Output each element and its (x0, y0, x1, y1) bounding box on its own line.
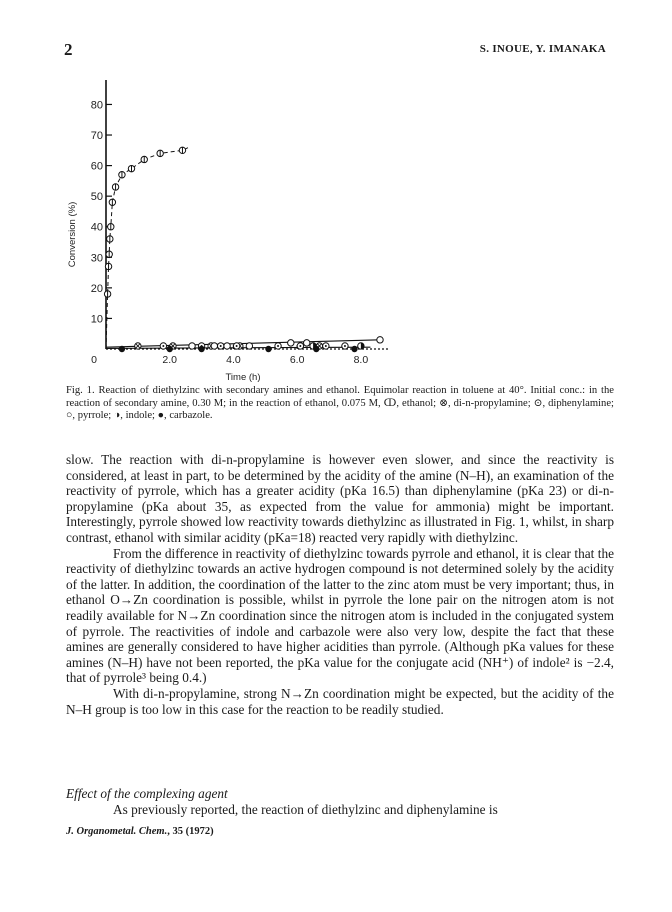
diphenylamine-point-center (162, 345, 164, 347)
y-tick-label: 80 (90, 99, 103, 112)
ethanol-point (157, 150, 163, 156)
ethanol-point (141, 156, 147, 162)
diphenylamine-point (275, 343, 281, 349)
y-tick-label: 70 (90, 130, 103, 143)
carbazole-point (265, 346, 271, 352)
diphenylamine-point (217, 343, 223, 349)
ethanol-point (105, 263, 111, 269)
pyrrole-point (304, 340, 310, 346)
y-tick-label: 10 (90, 313, 103, 326)
carbazole-point-dot (198, 346, 204, 352)
diphenylamine-point (160, 343, 166, 349)
carbazole-point-dot (119, 346, 125, 352)
ethanol-point (104, 291, 110, 297)
di-n-propylamine-point (135, 343, 141, 349)
journal-footer (66, 826, 214, 837)
y-tick-label: 40 (90, 221, 103, 234)
diphenylamine-point-center (236, 345, 238, 347)
y-tick-label: 30 (90, 252, 103, 265)
pyrrole-point-ring (304, 340, 310, 346)
pyrrole-point-ring (211, 343, 217, 349)
ethanol-point (128, 165, 134, 171)
paragraph-2: From the difference in reactivity of diethylzinc towards pyrrole and ethanol, it is clear that the reactivity of diethylzinc towards an active hydrogen compound is not determined solely by the acidity of the latter. In addition, the coordination of the latter to the zinc atom must be very important; thus, in ethanol O→Zn coordination is possible, whilst in pyrrole the lone pair on the nitrogen atom is not readily available for N→Zn coordination since the nitrogen atom is included in the conjugated system of pyrrole. The reactivities of indole and carbazole were also very low, despite the fact that these amines are generally considered to have higher acidities than pyrrole. (Although pKa values for these amines (N–H) have not been reported, the pKa value for the conjugate acid (NH⁺) of indole² is −2.4, that of pyrrole³ being 0.4.) (66, 545, 614, 686)
y-tick-label: 20 (90, 282, 103, 295)
ethanol-point (108, 224, 114, 230)
ethanol-point (109, 199, 115, 205)
x-axis-title: Time (h) (225, 372, 261, 383)
pyrrole-point (246, 343, 252, 349)
indole-point (358, 343, 364, 349)
carbazole-point (119, 346, 125, 352)
ethanol-point (112, 184, 118, 190)
caption-text: Reaction of diethylzinc with secondary amines and ethanol. Equimolar reaction in toluene at 40°. Initial conc.: in the reaction of secondary amine, 0.30 M; in the reaction of ethanol, 0.075 M, ↀ, ethanol; ⊗, di-n-propylamine; ⊙, diphenylamine; ○, pyrrole; ◑, indole; ●, carbazole. (66, 385, 615, 422)
carbazole-point (313, 346, 319, 352)
y-tick-label: 50 (90, 191, 103, 204)
ethanol-point (107, 236, 113, 242)
pyrrole-point (224, 343, 230, 349)
ethanol-point (179, 147, 185, 153)
paragraph-3: With di-n-propylamine, strong N→Zn coordination might be expected, but the acidity of the N–H group is too low in this case for the reaction to be readily studied. (66, 685, 614, 717)
figure-1-chart (0, 0, 672, 400)
diphenylamine-point-center (220, 345, 222, 347)
page-number: 2 (64, 40, 73, 59)
caption-label: Fig. 1. (66, 385, 95, 396)
pyrrole-point-ring (246, 343, 252, 349)
pyrrole-point-ring (288, 340, 294, 346)
pyrrole-point-ring (224, 343, 230, 349)
carbazole-point-dot (167, 346, 173, 352)
pyrrole-point (288, 340, 294, 346)
chart-marks (104, 147, 383, 352)
carbazole-point-dot (313, 346, 319, 352)
y-axis-title: Conversion (%) (67, 201, 78, 268)
carbazole-point-dot (351, 346, 357, 352)
journal-name: J. Organometal. Chem. (66, 826, 168, 837)
x-tick-label: 8.0 (353, 354, 369, 366)
ethanol-curve (106, 147, 189, 349)
diphenylamine-point (297, 343, 303, 349)
journal-volume: , 35 (1972) (167, 826, 214, 837)
section-heading: Effect of the complexing agent (66, 786, 228, 801)
diphenylamine-point (342, 343, 348, 349)
diphenylamine-point-center (344, 345, 346, 347)
carbazole-point (351, 346, 357, 352)
x-tick-label: 0 (91, 354, 97, 366)
y-tick-label: 60 (90, 160, 103, 173)
diphenylamine-point-center (277, 345, 279, 347)
section-effect-complexing-agent (66, 786, 614, 817)
chart-axes (106, 80, 388, 349)
pyrrole-point-ring (189, 343, 195, 349)
pyrrole-point (189, 343, 195, 349)
carbazole-point-dot (265, 346, 271, 352)
x-tick-label: 6.0 (289, 354, 305, 366)
diphenylamine-point-center (299, 345, 301, 347)
pyrrole-point (211, 343, 217, 349)
diphenylamine-point (323, 343, 329, 349)
x-tick-label: 4.0 (226, 354, 241, 366)
running-head: S. INOUE, Y. IMANAKA (479, 43, 606, 55)
carbazole-point (167, 346, 173, 352)
figure-caption (66, 385, 614, 423)
carbazole-point (198, 346, 204, 352)
section-paragraph: As previously reported, the reaction of diethylzinc and diphenylamine is (113, 801, 498, 817)
diphenylamine-point (233, 343, 239, 349)
x-tick-label: 2.0 (162, 354, 178, 366)
body-text (66, 452, 614, 717)
pyrrole-point (377, 337, 383, 343)
ethanol-point (106, 251, 112, 257)
pyrrole-point-ring (377, 337, 383, 343)
paragraph-1: slow. The reaction with di-n-propylamine is however even slower, and since the reactivity is considered, at least in part, to be determined by the acidity of the amine (N–H), an examination of the reactivity of pyrrole, which has a greater acidity (pKa 16.5) than diphenylamine (pKa 23) or di-n-propylamine (pKa about 35, as expected from the value for ammonia) might be important. Interestingly, pyrrole showed low reactivity towards diethylzinc as illustrated in Fig. 1, whilst, in sharp contrast, ethanol with similar acidity (pKa=18) reacted very rapidly with diethylzinc. (66, 452, 614, 545)
ethanol-point (119, 172, 125, 178)
diphenylamine-point-center (325, 345, 327, 347)
